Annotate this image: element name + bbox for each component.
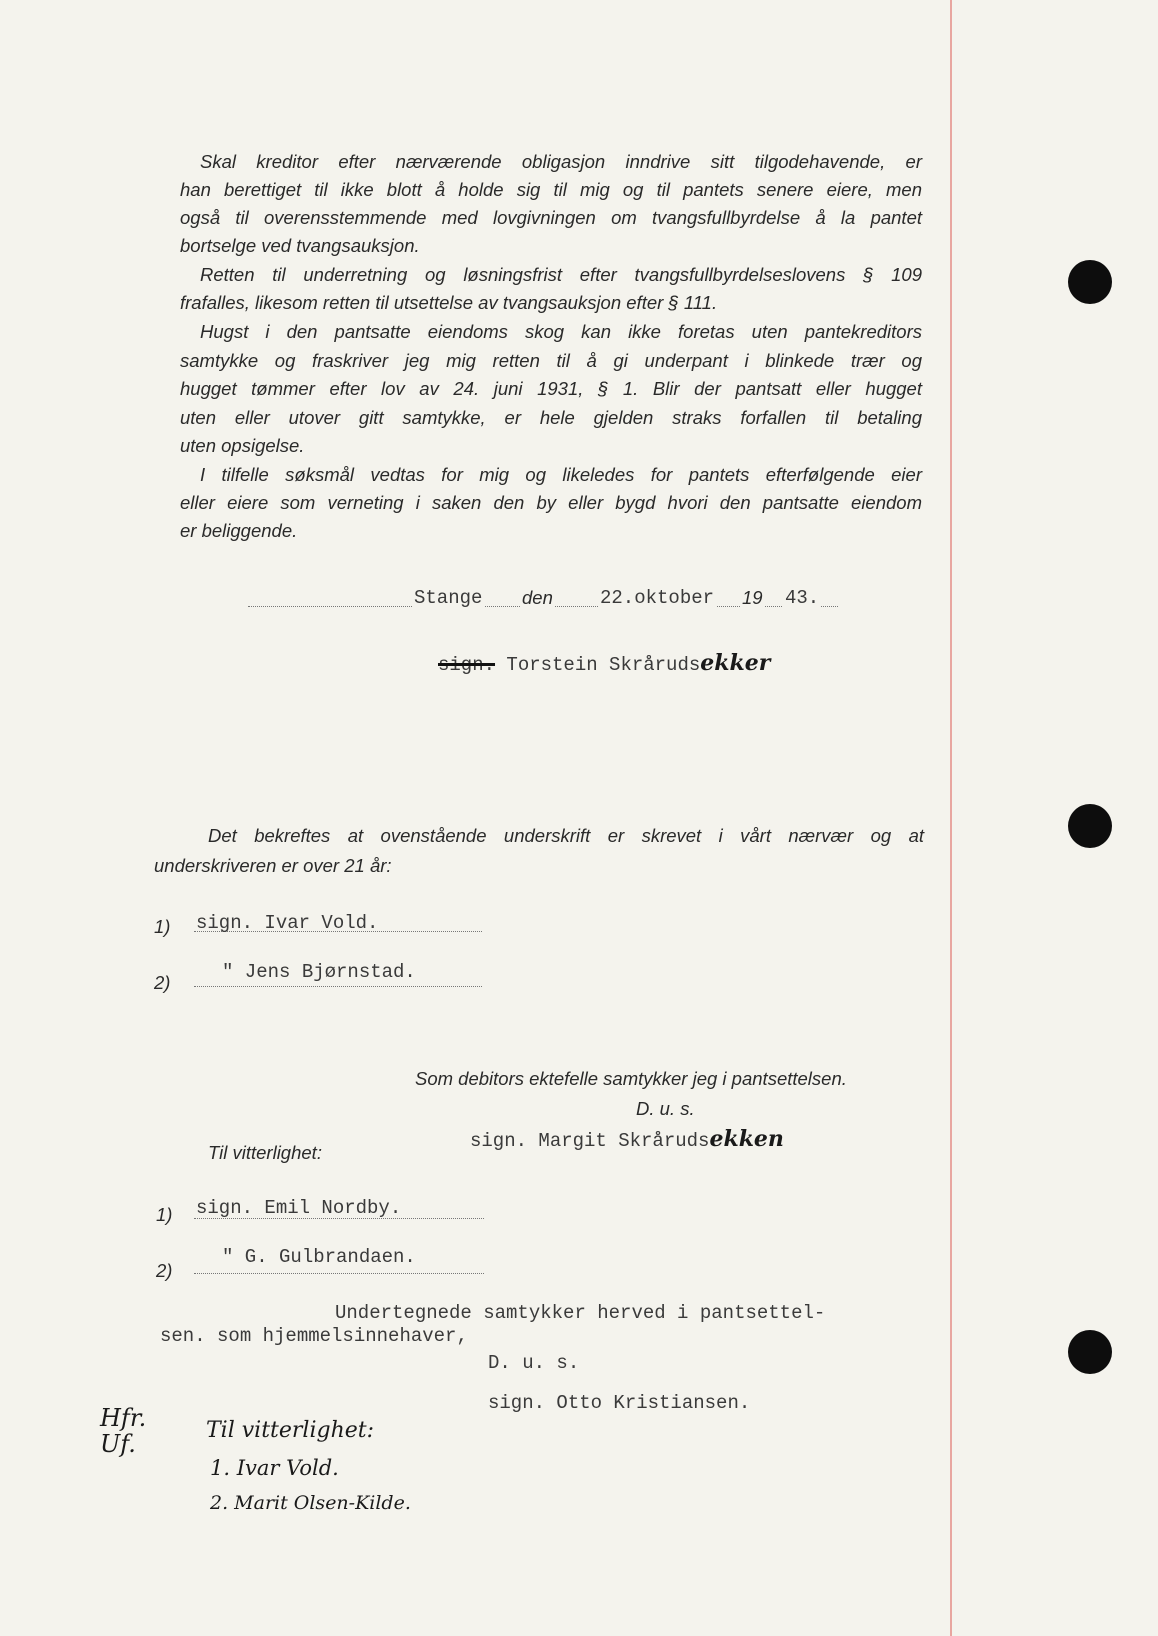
debtor-name-handwritten: ekker <box>700 650 771 676</box>
witness-name: " G. Gulbrandaen. <box>222 1246 416 1268</box>
text-line: bortselge ved tvangsauksjon. <box>180 235 420 256</box>
owner-consent-text: sen. som hjemmelsinnehaver, <box>160 1325 468 1347</box>
witness-number: 2) <box>156 1260 173 1281</box>
handwritten-heading: Til vitterlighet: <box>206 1418 375 1443</box>
attestation-text: Det bekreftes at ovenstående underskrift er skrevet i vårt nærvær og at <box>208 825 924 846</box>
spouse-consent-text: Som debitors ektefelle samtykker jeg i pantsettelsen. <box>415 1068 847 1089</box>
debtor-signature <box>438 650 770 676</box>
dotted-line <box>194 986 482 987</box>
punch-hole <box>1068 260 1112 304</box>
red-margin-line <box>950 0 952 1636</box>
text-line: samtykke og fraskriver jeg mig retten til å gi underpant i blinkede trær og <box>180 350 922 371</box>
text-line: eller eiere som verneting i saken den by eller bygd hvori den pantsatte eiendom <box>180 492 922 513</box>
handwritten-initials: Hfr. Uf. <box>100 1404 147 1458</box>
dotted-line <box>194 1273 484 1274</box>
witness-name: " Jens Bjørnstad. <box>222 961 416 983</box>
spouse-signature <box>470 1126 784 1152</box>
owner-consent-text: Undertegnede samtykker herved i pantsettel- <box>335 1302 826 1324</box>
place-value: Stange <box>414 587 483 609</box>
text-line: I tilfelle søksmål vedtas for mig og likeledes for pantets efterfølgende eier <box>200 464 922 485</box>
struck-sign: sign. <box>438 654 496 676</box>
text-line: Hugst i den pantsatte eiendoms skog kan ikke foretas uten pantekreditors <box>200 321 922 342</box>
century-label: 19 <box>742 587 763 608</box>
text-line: han berettiget til ikke blott å holde sig til mig og til pantets senere eiere, men <box>180 179 922 200</box>
owner-dus: D. u. s. <box>488 1352 580 1374</box>
handwritten-witness: 2. Marit Olsen-Kilde. <box>210 1492 411 1514</box>
witness-number: 1) <box>154 916 171 937</box>
year-value: 43. <box>785 587 820 609</box>
punch-hole <box>1068 1330 1112 1374</box>
den-label: den <box>522 587 553 608</box>
date-value: 22.oktober <box>600 587 715 609</box>
spouse-name-handwritten: ekken <box>709 1126 784 1152</box>
text-line: er beliggende. <box>180 520 298 541</box>
spouse-dus: D. u. s. <box>636 1098 695 1119</box>
punch-hole <box>1068 804 1112 848</box>
text-line: Skal kreditor efter nærværende obligasjon inndrive sitt tilgodehavende, er <box>200 151 922 172</box>
text-line: Retten til underretning og løsningsfrist efter tvangsfullbyrdelseslovens § 109 <box>200 264 922 285</box>
witness-label: Til vitterlighet: <box>208 1142 322 1163</box>
text-line: frafalles, likesom retten til utsettelse av tvangsauksjon efter § 111. <box>180 292 718 313</box>
witness-number: 2) <box>154 972 171 993</box>
owner-signature: sign. Otto Kristiansen. <box>488 1392 751 1414</box>
handwritten-witness: 1. Ivar Vold. <box>210 1456 339 1480</box>
debtor-name-typed: Torstein Skråruds <box>506 654 701 676</box>
witness-number: 1) <box>156 1204 173 1225</box>
text-line: også til overensstemmende med lovgivningen om tvangsfullbyrdelse å la pantet <box>180 207 922 228</box>
witness-name: sign. Ivar Vold. <box>196 912 379 934</box>
witness-name: sign. Emil Nordby. <box>196 1197 402 1219</box>
attestation-text: underskriveren er over 21 år: <box>154 855 392 876</box>
text-line: hugget tømmer efter lov av 24. juni 1931, § 1. Blir der pantsatt eller hugget <box>180 378 922 399</box>
spouse-name-typed: sign. Margit Skråruds <box>470 1130 710 1152</box>
text-line: uten opsigelse. <box>180 435 305 456</box>
text-line: uten eller utover gitt samtykke, er hele gjelden straks forfallen til betaling <box>180 407 922 428</box>
